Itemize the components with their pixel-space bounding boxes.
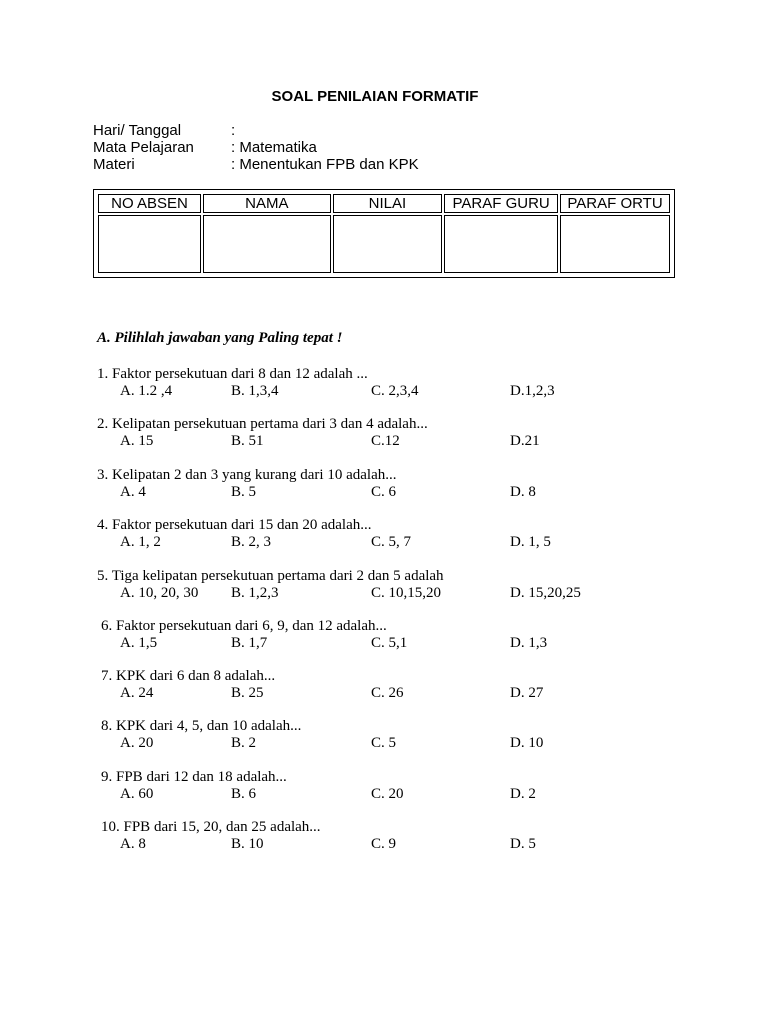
answer-option[interactable]: C. 20 [371, 786, 404, 802]
answer-option[interactable]: B. 6 [231, 786, 257, 802]
header-nilai: NILAI [333, 194, 443, 213]
answer-option[interactable]: C.12 [371, 433, 400, 449]
answer-option[interactable]: A. 10, 20, 30 [120, 585, 199, 601]
answer-option[interactable]: D. 27 [510, 685, 544, 701]
info-label: Hari/ Tanggal [93, 122, 182, 139]
question-text: 3. Kelipatan 2 dan 3 yang kurang dari 10 adalah... [97, 467, 397, 483]
question-text: 10. FPB dari 15, 20, dan 25 adalah... [101, 819, 321, 835]
answer-option[interactable]: C. 5,1 [371, 635, 408, 651]
answer-option[interactable]: C. 2,3,4 [371, 383, 419, 399]
question-text: 5. Tiga kelipatan persekutuan pertama dari 2 dan 5 adalah [97, 568, 444, 584]
question-text: 4. Faktor persekutuan dari 15 dan 20 adalah... [97, 517, 372, 533]
answer-option[interactable]: A. 1,5 [120, 635, 158, 651]
answer-option[interactable]: D. 1, 5 [510, 534, 551, 550]
answer-option[interactable]: D. 10 [510, 735, 544, 751]
question-text: 9. FPB dari 12 dan 18 adalah... [101, 769, 287, 785]
answer-option[interactable]: B. 1,3,4 [231, 383, 279, 399]
answer-option[interactable]: A. 1.2 ,4 [120, 383, 173, 399]
answer-option[interactable]: A. 8 [120, 836, 146, 852]
header-paraf-guru: PARAF GURU [444, 194, 558, 213]
answer-option[interactable]: D. 8 [510, 484, 536, 500]
cell-paraf-ortu[interactable] [560, 215, 670, 273]
answer-option[interactable]: D. 2 [510, 786, 536, 802]
header-paraf-ortu: PARAF ORTU [560, 194, 670, 213]
answer-option[interactable]: B. 1,2,3 [231, 585, 279, 601]
section-heading: A. Pilihlah jawaban yang Paling tepat ! [97, 330, 343, 346]
answer-option[interactable]: A. 15 [120, 433, 154, 449]
answer-option[interactable]: B. 10 [231, 836, 264, 852]
question-text: 1. Faktor persekutuan dari 8 dan 12 adalah ... [97, 366, 368, 382]
cell-nama[interactable] [203, 215, 330, 273]
answer-option[interactable]: C. 5, 7 [371, 534, 412, 550]
info-value: : [231, 122, 236, 139]
cell-paraf-guru[interactable] [444, 215, 558, 273]
answer-option[interactable]: A. 4 [120, 484, 146, 500]
cell-no-absen[interactable] [98, 215, 201, 273]
cell-nilai[interactable] [333, 215, 443, 273]
answer-option[interactable]: D. 15,20,25 [510, 585, 581, 601]
header-nama: NAMA [203, 194, 330, 213]
answer-option[interactable]: B. 51 [231, 433, 264, 449]
info-label: Mata Pelajaran [93, 139, 194, 156]
answer-option[interactable]: C. 10,15,20 [371, 585, 442, 601]
answer-option[interactable]: A. 24 [120, 685, 154, 701]
info-label: Materi [93, 156, 135, 173]
answer-option[interactable]: B. 25 [231, 685, 264, 701]
answer-option[interactable]: B. 1,7 [231, 635, 268, 651]
header-no-absen: NO ABSEN [98, 194, 201, 213]
answer-option[interactable]: D.1,2,3 [510, 383, 555, 399]
info-value: : Menentukan FPB dan KPK [231, 156, 419, 173]
answer-option[interactable]: D.21 [510, 433, 540, 449]
answer-option[interactable]: A. 20 [120, 735, 154, 751]
answer-option[interactable]: A. 1, 2 [120, 534, 161, 550]
answer-option[interactable]: C. 5 [371, 735, 397, 751]
question-text: 6. Faktor persekutuan dari 6, 9, dan 12 adalah... [101, 618, 387, 634]
answer-option[interactable]: B. 5 [231, 484, 257, 500]
answer-option[interactable]: D. 5 [510, 836, 536, 852]
answer-option[interactable]: C. 9 [371, 836, 397, 852]
grade-table [93, 189, 675, 278]
question-text: 8. KPK dari 4, 5, dan 10 adalah... [101, 718, 302, 734]
answer-option[interactable]: C. 26 [371, 685, 404, 701]
answer-option[interactable]: C. 6 [371, 484, 397, 500]
question-text: 2. Kelipatan persekutuan pertama dari 3 dan 4 adalah... [97, 416, 428, 432]
document-title: SOAL PENILAIAN FORMATIF [271, 88, 479, 105]
answer-option[interactable]: A. 60 [120, 786, 154, 802]
answer-option[interactable]: B. 2 [231, 735, 257, 751]
info-value: : Matematika [231, 139, 317, 156]
answer-option[interactable]: B. 2, 3 [231, 534, 272, 550]
answer-option[interactable]: D. 1,3 [510, 635, 548, 651]
question-text: 7. KPK dari 6 dan 8 adalah... [101, 668, 276, 684]
